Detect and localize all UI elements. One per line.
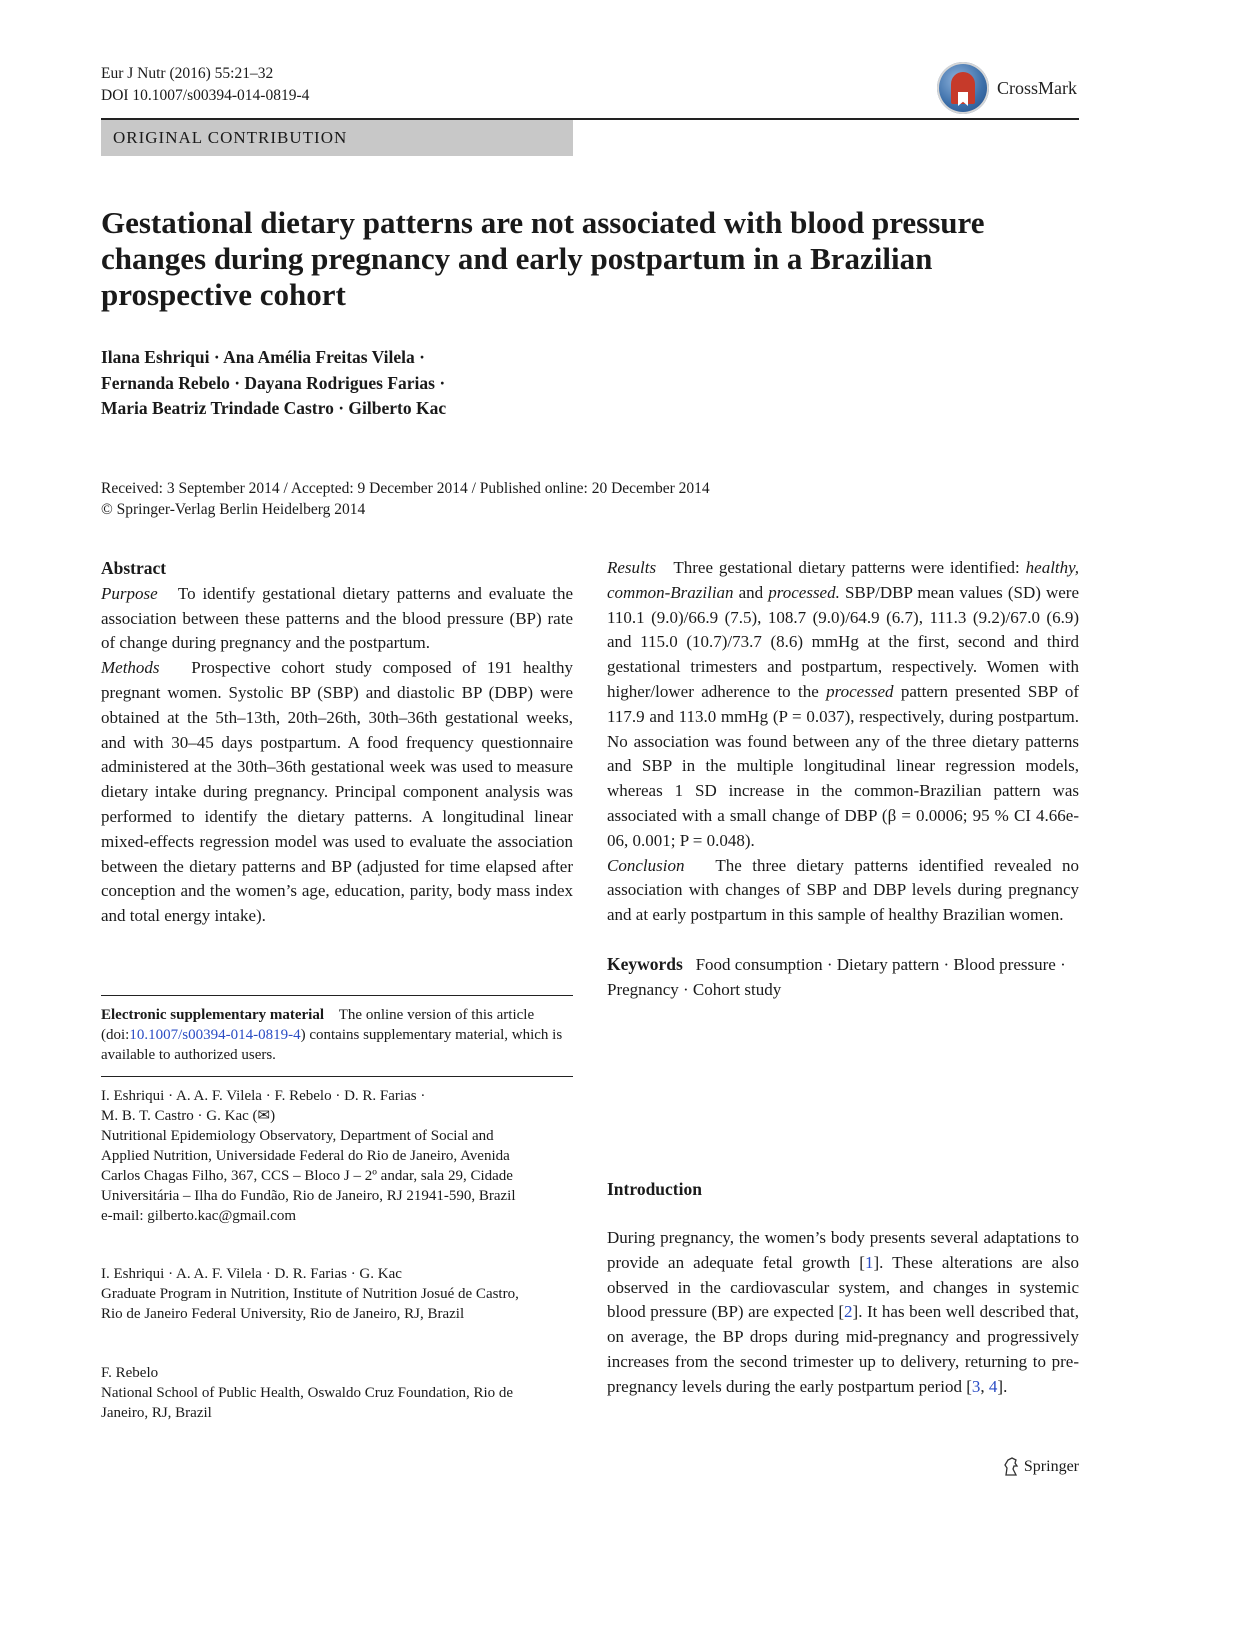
esm-note	[101, 1005, 573, 1065]
section-label: ORIGINAL CONTRIBUTION	[101, 120, 573, 156]
results-processed: processed.	[768, 582, 840, 602]
author-list	[101, 345, 701, 422]
intro-text: During pregnancy, the women’s body presents several adaptations to provide an adequate fetal growth [	[607, 1228, 1079, 1272]
introduction-heading: Introduction	[607, 1179, 702, 1199]
esm-label: Electronic supplementary material	[101, 1007, 325, 1023]
methods-label: Methods	[101, 658, 160, 678]
abstract-results	[607, 556, 1079, 854]
ref-separator: ,	[980, 1376, 989, 1396]
left-column	[101, 556, 573, 929]
publication-dates	[101, 479, 1001, 520]
aff-names: I. Eshriqui · A. A. F. Vilela · F. Rebelo · D. R. Farias ·	[101, 1088, 426, 1104]
article-title: Gestational dietary patterns are not associated with blood pressure changes during pregnancy and early postpartum in a Brazilian prospective cohort	[101, 205, 985, 312]
affiliation-2	[101, 1264, 541, 1324]
springer-horse-icon	[1002, 1457, 1020, 1477]
results-text: pattern presented SBP of 117.9 and 113.0 mmHg (P = 0.037), respectively, during postpartum. No association was found between any of the three dietary patterns and SBP in the multiple longitudinal linear regression models, whereas 1 SD increase in the common-Brazilian pattern was associated with a small change of DBP (β = 0.0006; 95 % CI 4.66e-06, 0.001; P = 0.048).	[607, 681, 1080, 850]
aff-names: M. B. T. Castro · G. Kac (✉)	[101, 1108, 276, 1124]
crossmark-icon	[937, 62, 989, 114]
publisher-footer	[1002, 1457, 1079, 1477]
crossmark-label: CrossMark	[997, 77, 1077, 98]
esm-text: The online version of this article (doi:	[101, 1007, 535, 1043]
aff-email[interactable]: e-mail: gilberto.kac@gmail.com	[101, 1208, 296, 1224]
results-text: SBP/DBP mean values (SD) were 110.1 (9.0)/66.9 (7.5), 108.7 (9.0)/64.9 (6.7), 111.3 (9.2)/67.0 (6.9) and 115.0 (10.7)/73.7 (8.6) mmHg at the first, second and third gestational trimesters and postpartum, respectively. Women with higher/lower adherence to the	[607, 582, 1079, 701]
publisher-name: Springer	[1023, 1458, 1079, 1475]
purpose-label: Purpose	[101, 583, 158, 603]
abstract-conclusion	[607, 854, 1079, 928]
journal-info	[101, 63, 309, 107]
abstract-purpose	[101, 582, 573, 656]
intro-text: ]. It has been well described that, on average, the BP drops during mid-pregnancy and progressively increases from the second trimester up to delivery, returning to pre-pregnancy levels during the early postpartum period [	[607, 1302, 1079, 1396]
keywords	[607, 952, 1079, 1003]
results-processed: processed	[826, 681, 894, 701]
authors-line: Ilana Eshriqui · Ana Amélia Freitas Vilela ·	[101, 347, 425, 367]
results-text: Three gestational dietary patterns were identified:	[673, 558, 1020, 577]
ref-link[interactable]: 2	[844, 1302, 853, 1322]
footnote-rule	[101, 995, 573, 996]
ref-link[interactable]: 3	[971, 1376, 981, 1396]
affiliation-1	[101, 1086, 541, 1226]
esm-doi-link[interactable]: 10.1007/s00394-014-0819-4	[129, 1027, 301, 1043]
results-patterns: healthy, common-Brazilian	[607, 558, 1080, 602]
intro-text: ].	[997, 1376, 1008, 1396]
affiliation-3	[101, 1363, 541, 1423]
conclusion-label: Conclusion	[607, 855, 685, 875]
introduction-paragraph	[607, 1226, 1079, 1400]
results-and: and	[738, 582, 764, 602]
conclusion-text: The three dietary patterns identified revealed no association with changes of SBP and DBP levels during pregnancy and at early postpartum in this sample of healthy Brazilian women.	[607, 855, 1079, 925]
aff-address: National School of Public Health, Oswaldo Cruz Foundation, Rio de Janeiro, RJ, Brazil	[101, 1385, 514, 1421]
journal-doi: DOI 10.1007/s00394-014-0819-4	[101, 87, 310, 104]
ref-link[interactable]: 4	[988, 1376, 998, 1396]
footnote-rule	[101, 1076, 573, 1077]
copyright: © Springer-Verlag Berlin Heidelberg 2014	[101, 500, 366, 518]
history-dates: Received: 3 September 2014 / Accepted: 9 December 2014 / Published online: 20 December 2014	[101, 480, 710, 497]
aff-names: F. Rebelo	[101, 1365, 159, 1381]
crossmark-badge[interactable]	[937, 60, 1079, 116]
abstract-heading: Abstract	[101, 558, 167, 578]
abstract-methods	[101, 656, 573, 929]
introduction-heading-block	[607, 1177, 1079, 1203]
aff-names: I. Eshriqui · A. A. F. Vilela · D. R. Farias · G. Kac	[101, 1266, 402, 1282]
intro-text: ]. These alterations are also observed in the cardiovascular system, and changes in systemic blood pressure (BP) are expected [	[607, 1252, 1079, 1322]
results-label: Results	[607, 558, 657, 577]
authors-line: Fernanda Rebelo · Dayana Rodrigues Farias ·	[101, 372, 446, 393]
aff-address: Nutritional Epidemiology Observatory, Department of Social and Applied Nutrition, Universidade Federal do Rio de Janeiro, Avenida Carlos Chagas Filho, 367, CCS – Bloco J – 2º andar, sala 29, Cidade Universitária – Ilha do Fundão, Rio de Janeiro, RJ 21941-590, Brazil	[101, 1128, 516, 1204]
aff-address: Graduate Program in Nutrition, Institute of Nutrition Josué de Castro, Rio de Janeiro Federal University, Rio de Janeiro, RJ, Brazil	[101, 1286, 519, 1322]
keywords-label: Keywords	[607, 953, 683, 974]
esm-text-end: ) contains supplementary material, which is available to authorized users.	[101, 1027, 563, 1063]
introduction-body	[607, 1226, 1079, 1400]
keywords-text: Food consumption · Dietary pattern · Blood pressure · Pregnancy · Cohort study	[607, 954, 1066, 999]
right-column	[607, 556, 1079, 1003]
authors-line: Maria Beatriz Trindade Castro · Gilberto Kac	[101, 398, 447, 418]
purpose-text: To identify gestational dietary patterns and evaluate the association between these patterns and the blood pressure (BP) rate of change during pregnancy and the postpartum.	[101, 583, 573, 653]
journal-citation: Eur J Nutr (2016) 55:21–32	[101, 65, 274, 82]
methods-text: Prospective cohort study composed of 191 healthy pregnant women. Systolic BP (SBP) and diastolic BP (DBP) were obtained at the 5th–13th, 20th–26th, 30th–36th gestational weeks, and with 30–45 days postpartum. A food frequency questionnaire administered at the 30th–36th gestational week was used to measure dietary intake during pregnancy. Principal component analysis was performed to identify the dietary patterns. A longitudinal linear mixed-effects regression model was used to evaluate the association between the dietary patterns and BP (adjusted for time elapsed after conception and the women’s age, education, parity, body mass index and total energy intake).	[101, 658, 573, 926]
ref-link[interactable]: 1	[864, 1252, 874, 1272]
